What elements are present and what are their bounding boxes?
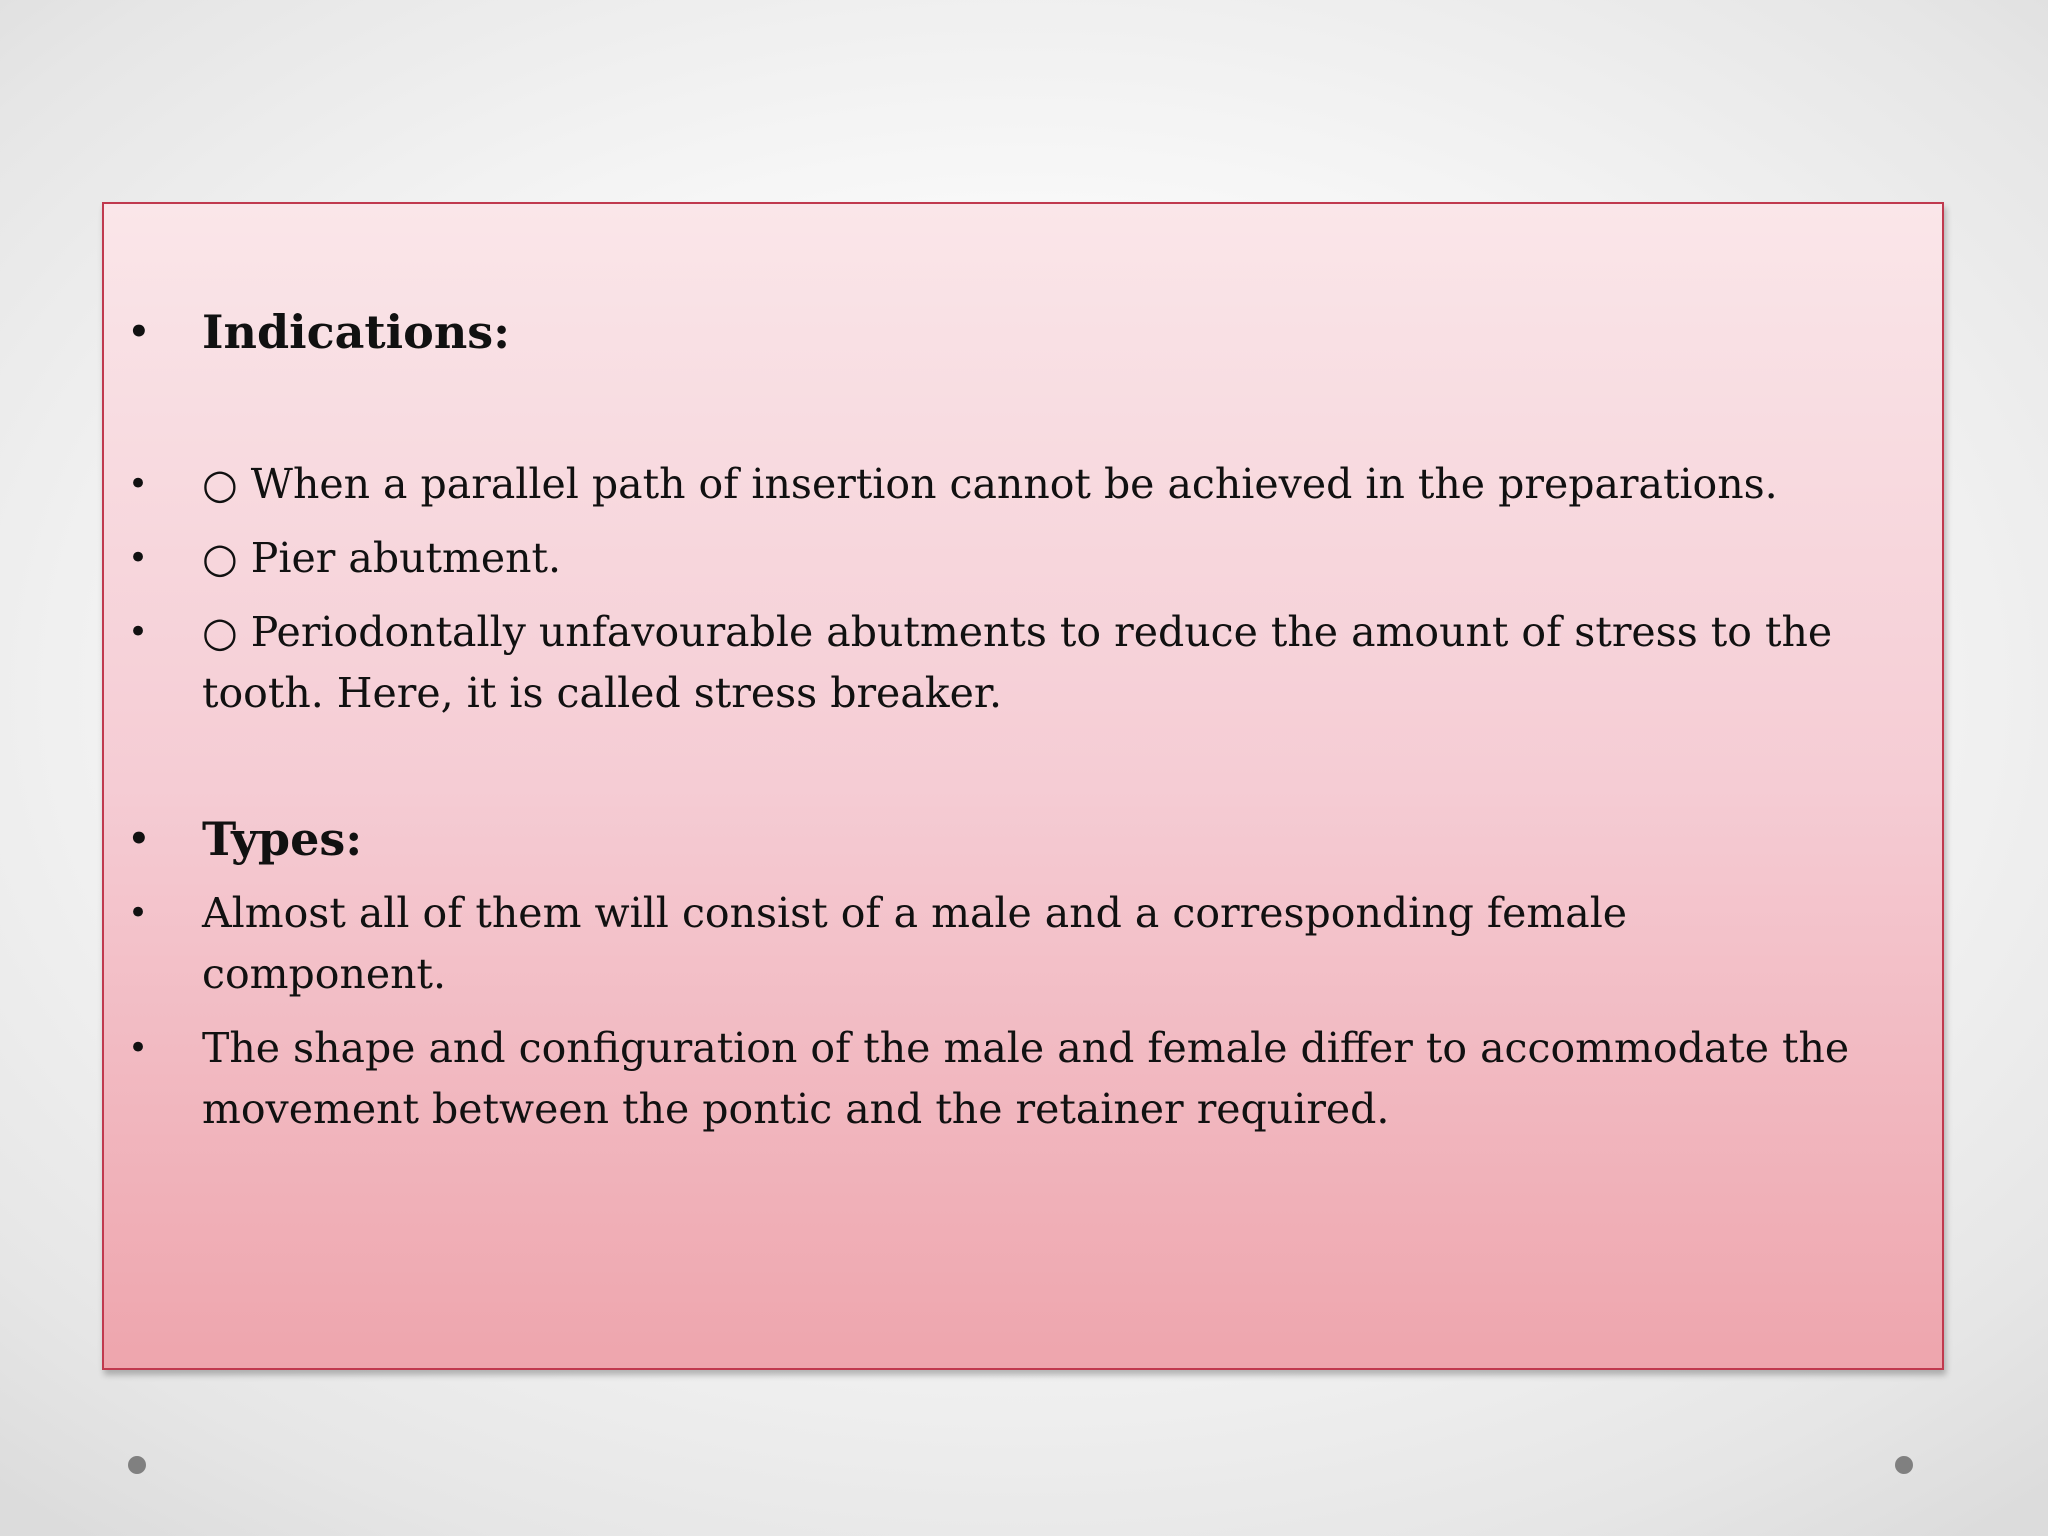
bullet-icon: • <box>128 464 149 504</box>
list-item <box>128 454 2022 515</box>
type-text: Almost all of them will consist of a male and a corresponding female <box>202 889 1628 937</box>
indication-text: ○ Pier abutment. <box>202 534 562 582</box>
bullet-icon: • <box>128 819 150 859</box>
content-panel <box>102 202 1944 1370</box>
types-heading-item <box>128 809 2022 870</box>
indication-text: ○ Periodontally unfavourable abutments to reduce the amount of stress to the <box>202 608 1833 656</box>
bullet-icon: • <box>128 538 149 578</box>
decorative-dot-icon <box>1895 1456 1913 1474</box>
list-item-continuation <box>202 944 2022 1005</box>
bullet-icon: • <box>128 893 149 933</box>
list-item <box>128 883 2022 944</box>
list-item <box>128 528 2022 589</box>
bullet-icon: • <box>128 312 150 352</box>
indications-heading-item <box>128 302 2022 363</box>
types-heading: Types: <box>202 812 363 866</box>
list-item-continuation <box>202 663 2022 724</box>
indications-heading: Indications: <box>202 305 511 359</box>
list-item <box>128 602 2022 663</box>
indication-text: ○ When a parallel path of insertion cannot be achieved in the preparations. <box>202 460 1778 508</box>
list-item-continuation <box>202 1079 2022 1140</box>
decorative-dot-icon <box>128 1456 146 1474</box>
indication-text: tooth. Here, it is called stress breaker. <box>202 669 1003 717</box>
bullet-icon: • <box>128 1028 149 1068</box>
list-item <box>128 1018 2022 1079</box>
type-text: The shape and configuration of the male and female differ to accommodate the <box>202 1024 1850 1072</box>
type-text: movement between the pontic and the retainer required. <box>202 1085 1390 1133</box>
bullet-icon: • <box>128 612 149 652</box>
type-text: component. <box>202 950 447 998</box>
